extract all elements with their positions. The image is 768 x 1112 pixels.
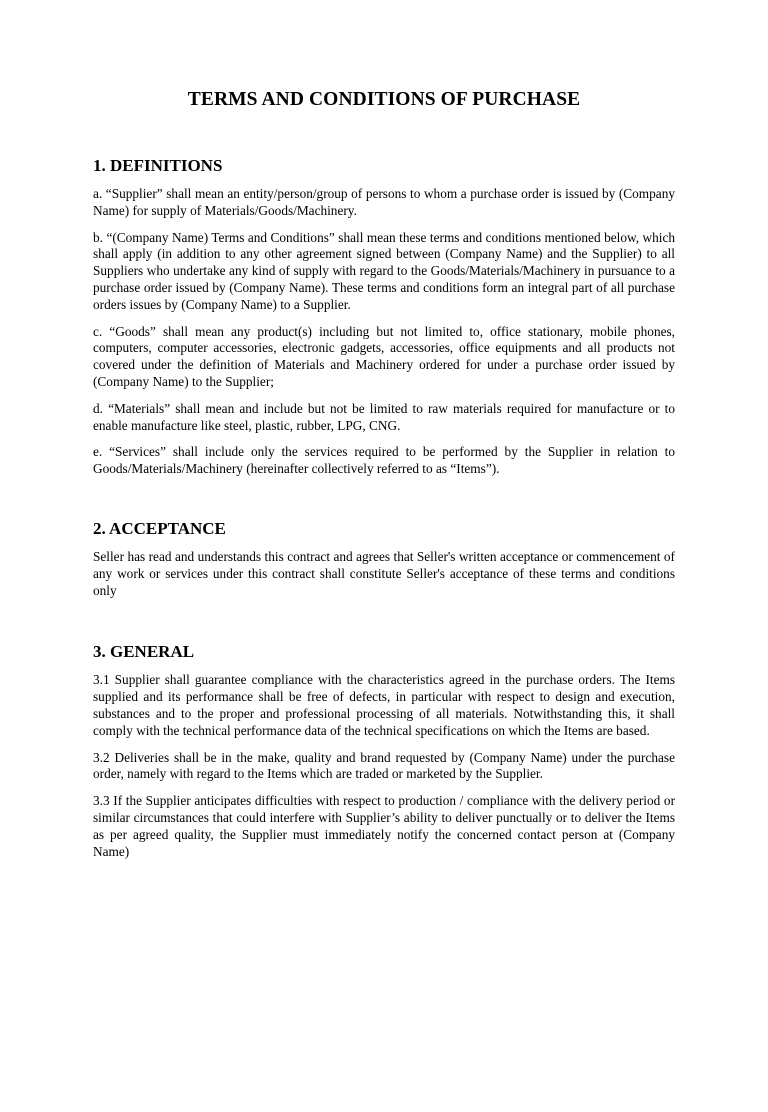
document-title: TERMS AND CONDITIONS OF PURCHASE bbox=[187, 89, 581, 110]
general-clause-3-2: 3.2 Deliveries shall be in the make, quality and brand requested by (Company Name) under the purchase order, namely with regard to the Items which are traded or marketed by the Supplier. bbox=[93, 749, 675, 782]
section-heading-definitions: 1. DEFINITIONS bbox=[93, 156, 223, 175]
definition-terms-and-conditions: b. “(Company Name) Terms and Conditions” shall mean these terms and conditions mentioned below, which shall apply (in addition to any other agreement signed between (Company Name) and the Supplier) to all Suppliers who undertake any kind of supply with regard to the Goods/Materials/Machinery in pursuance to a purchase order issued by (Company Name). These terms and conditions form an integral part of all purchase orders issues by (Company Name) to a Supplier. bbox=[93, 229, 675, 312]
definition-services: e. “Services” shall include only the services required to be performed by the Supplier in relation to Goods/Materials/Machinery (hereinafter collectively referred to as “Items”). bbox=[93, 444, 675, 477]
section-definitions bbox=[93, 155, 675, 478]
general-clause-3-1: 3.1 Supplier shall guarantee compliance with the characteristics agreed in the purchase orders. The Items supplied and its performance shall be free of defects, in particular with respect to design and execution, substances and to the proper and professional processing of all materials. Notwithstanding this, it shall comply with the technical performance data of the technical specifications on which the Items are based. bbox=[93, 672, 675, 738]
general-clause-3-3: 3.3 If the Supplier anticipates difficulties with respect to production / compliance with the delivery period or similar circumstances that could interfere with Supplier’s ability to deliver punctually or to deliver the Items as per agreed quality, the Supplier must immediately notify the concerned contact person at (Company Name) bbox=[93, 793, 675, 859]
document-page bbox=[0, 88, 768, 1112]
section-general bbox=[93, 641, 675, 860]
definition-goods: c. “Goods” shall mean any product(s) including but not limited to, office stationary, mobile phones, computers, computer accessories, electronic gadgets, accessories, office equipments and all products not covered under the definition of Materials and Machinery ordered for under a purchase order issued by (Company Name) to the Supplier; bbox=[93, 323, 675, 389]
definition-supplier: a. “Supplier” shall mean an entity/person/group of persons to whom a purchase order is issued by (Company Name) for supply of Materials/Goods/Machinery. bbox=[93, 186, 675, 218]
section-heading-general: 3. GENERAL bbox=[93, 642, 195, 662]
definition-materials: d. “Materials” shall mean and include but not be limited to raw materials required for manufacture or to enable manufacture like steel, plastic, rubber, LPG, CNG. bbox=[93, 400, 675, 433]
section-heading-acceptance: 2. ACCEPTANCE bbox=[93, 518, 226, 538]
acceptance-paragraph: Seller has read and understands this contract and agrees that Seller's written acceptance or commencement of any work or services under this contract shall constitute Seller's acceptance of these terms and conditions only bbox=[93, 548, 675, 598]
section-acceptance bbox=[93, 518, 675, 599]
